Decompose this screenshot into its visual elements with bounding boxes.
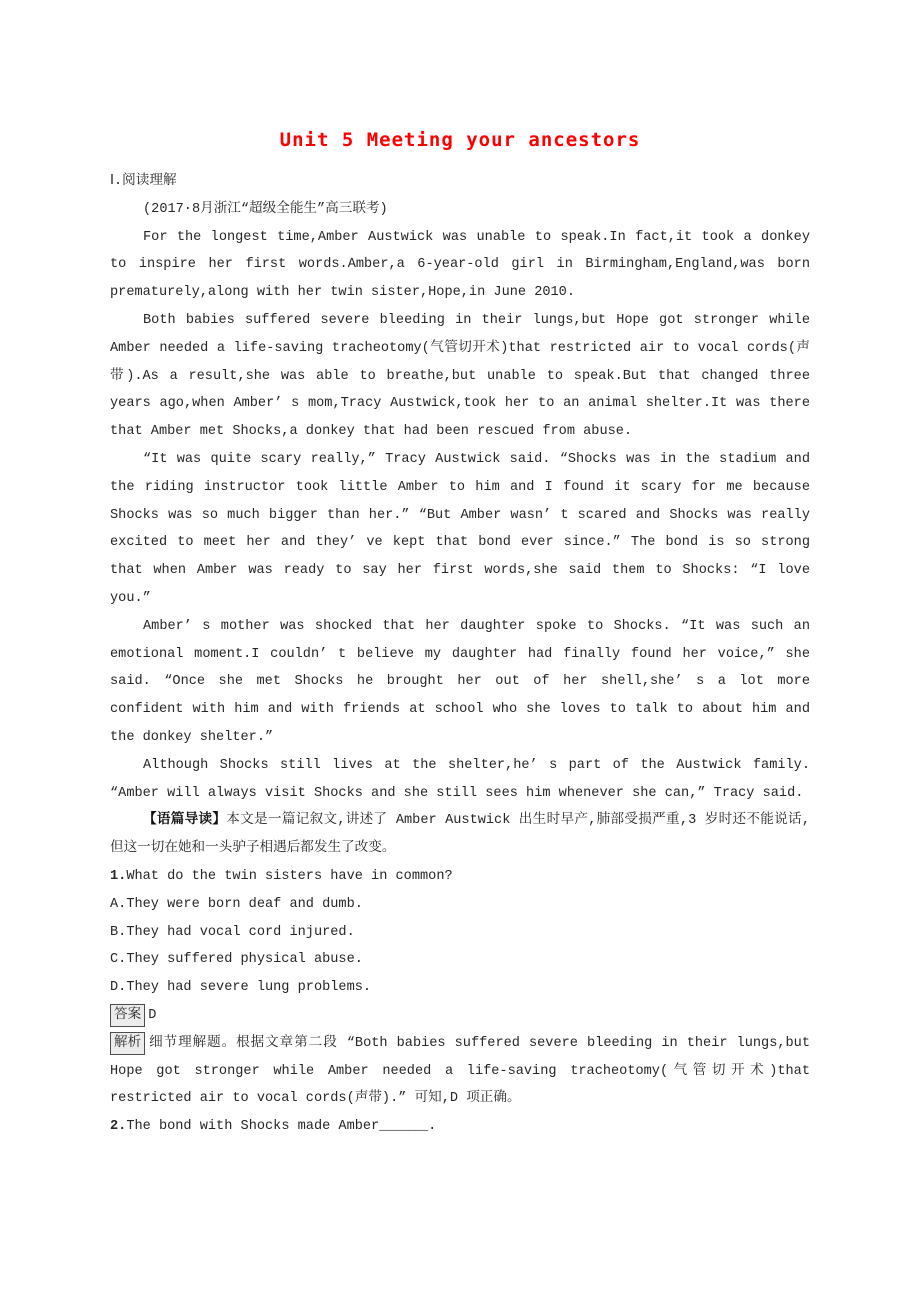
guide-text: 本文是一篇记叙文,讲述了 Amber Austwick 出生时早产,肺部受损严重,3 岁时还不能说话,但这一切在她和一头驴子相遇后都发生了改变。 [110, 813, 811, 857]
passage-paragraph-4: Amber’ s mother was shocked that her daughter spoke to Shocks. “It was such an emotional moment.I couldn’ t believe my daughter had finally found her voice,” she said. “Once she met Shocks he brought her out of her shell,she’ s a lot more confident with him and with friends at school who she loves to talk to about him and the donkey shelter.” [110, 618, 810, 745]
guide-label: 【语篇导读】 [143, 813, 227, 829]
answer-label-badge: 答案 [110, 1004, 145, 1027]
passage-paragraph-5: Although Shocks still lives at the shelter,he’ s part of the Austwick family. “Amber will always visit Shocks and she still sees him whenever she can,” Tracy said. [110, 757, 810, 801]
document-body [110, 168, 810, 1141]
question-1-option-c: C.They suffered physical abuse. [110, 952, 363, 968]
guide-paragraph [110, 807, 810, 863]
answer-line [110, 1002, 810, 1030]
section-heading: Ⅰ.阅读理解 [110, 174, 177, 189]
question-1-option-b: B.They had vocal cord injured. [110, 924, 355, 940]
question-1-option-a: A.They were born deaf and dumb. [110, 896, 363, 912]
passage-paragraph-3: “It was quite scary really,” Tracy Austwick said. “Shocks was in the stadium and the riding instructor took little Amber to him and I found it scary for me because Shocks was so much bigger than her.” “But Amber wasn’ t scared and Shocks was really excited to meet her and they’ ve kept that bond ever since.” The bond is so strong that when Amber was ready to say her first words,she said them to Shocks: “I love you.” [110, 451, 810, 606]
question-1-text: What do the twin sisters have in common? [126, 868, 453, 884]
question-1-number: 1. [110, 868, 127, 884]
question-2-text: The bond with Shocks made Amber______. [126, 1119, 437, 1135]
analysis-paragraph [110, 1030, 810, 1113]
question-2-number: 2. [110, 1119, 127, 1135]
analysis-label-badge: 解析 [110, 1032, 145, 1055]
passage-paragraph-2: Both babies suffered severe bleeding in their lungs,but Hope got stronger while Amber needed a life-saving tracheotomy(气管切开术)that restricted air to vocal cords(声带).As a result,she was able to breathe,but unable to speak.But that changed three years ago,when Amber’ s mom,Tracy Austwick,took her to an animal shelter.It was there that Amber met Shocks,a donkey that had been rescued from abuse. [110, 312, 810, 440]
question-2 [110, 1113, 810, 1141]
source-line: (2017·8月浙江“超级全能生”高三联考) [143, 201, 388, 217]
question-1 [110, 863, 810, 891]
answer-value: D [148, 1007, 157, 1023]
page-title: Unit 5 Meeting your ancestors [279, 129, 641, 151]
analysis-text: 细节理解题。根据文章第二段 “Both babies suffered severe bleeding in their lungs,but Hope got stronger while Amber needed a life-saving tracheotomy(气管切开术)that restricted air to vocal cords(声带).” 可知,D 项正确。 [110, 1035, 810, 1107]
question-1-option-d: D.They had severe lung problems. [110, 980, 372, 996]
passage-paragraph-1: For the longest time,Amber Austwick was unable to speak.In fact,it took a donkey to inspire her first words.Amber,a 6-year-old girl in Birmingham,England,was born prematurely,along with her twin sister,Hope,in June 2010. [110, 229, 810, 301]
